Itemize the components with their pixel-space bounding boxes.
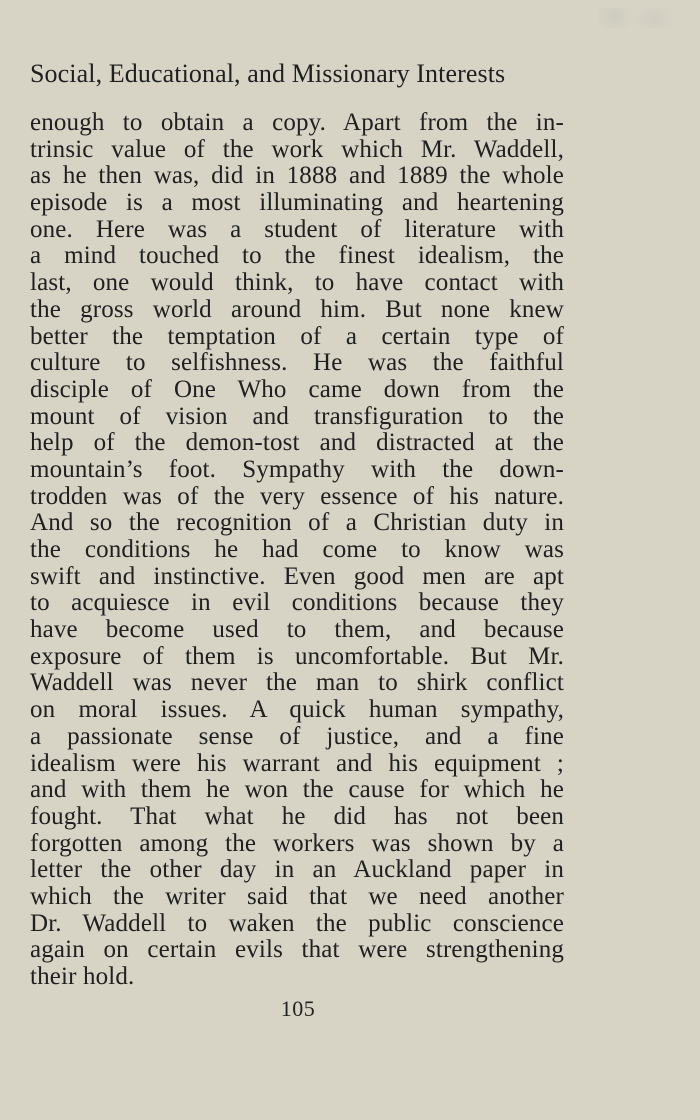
text-line: idealism were his warrant and his equipment ; [30,749,564,777]
text-line: the conditions he had come to know was [30,536,564,563]
text-line: episode is a most illuminating and heartening [30,189,564,217]
body-paragraph [30,110,564,991]
text-line: the gross world around him. But none knew [30,295,564,323]
text-line: to acquiesce in evil conditions because they [30,589,564,617]
text-line: a mind touched to the finest idealism, the [30,242,564,270]
text-line: on moral issues. A quick human sympathy, [30,696,564,724]
text-line: better the temptation of a certain type of [30,322,564,350]
page-number: 105 [280,996,316,1021]
text-line: one. Here was a student of literature with [30,215,564,243]
text-line: forgotten among the workers was shown by a [30,829,564,857]
text-line: have become used to them, and because [30,616,564,644]
text-line: last, one would think, to have contact with [30,269,564,297]
text-line: disciple of One Who came down from the [30,375,564,403]
text-line: exposure of them is uncomfortable. But Mr. [30,642,564,670]
text-line: again on certain evils that were strengthening [30,936,564,964]
text-line: mountain’s foot. Sympathy with the down- [30,455,564,483]
text-line: which the writer said that we need another [30,882,564,910]
text-line: And so the recognition of a Christian duty in [30,509,564,537]
text-line: trodden was of the very essence of his nature. [30,482,564,510]
text-line: Waddell was never the man to shirk conflict [30,669,564,697]
text-line: a passionate sense of justice, and a fine [30,722,564,750]
text-line: their hold. [30,963,135,990]
text-line: trinsic value of the work which Mr. Waddell, [30,135,564,163]
text-line: help of the demon-tost and distracted at the [30,429,564,457]
text-line: fought. That what he did has not been [30,802,564,830]
text-line: Dr. Waddell to waken the public conscience [30,909,564,937]
text-line: and with them he won the cause for which he [30,776,564,804]
text-line: culture to selfishness. He was the faithful [30,349,564,377]
paper-speck [598,8,678,28]
text-line: mount of vision and transfiguration to the [30,402,564,430]
text-line: enough to obtain a copy. Apart from the in- [30,109,564,136]
text-line: letter the other day in an Auckland paper in [30,856,564,884]
running-head: Social, Educational, and Missionary Interests [30,59,506,88]
text-line: as he then was, did in 1888 and 1889 the whole [30,162,564,190]
text-line: swift and instinctive. Even good men are apt [30,562,564,590]
